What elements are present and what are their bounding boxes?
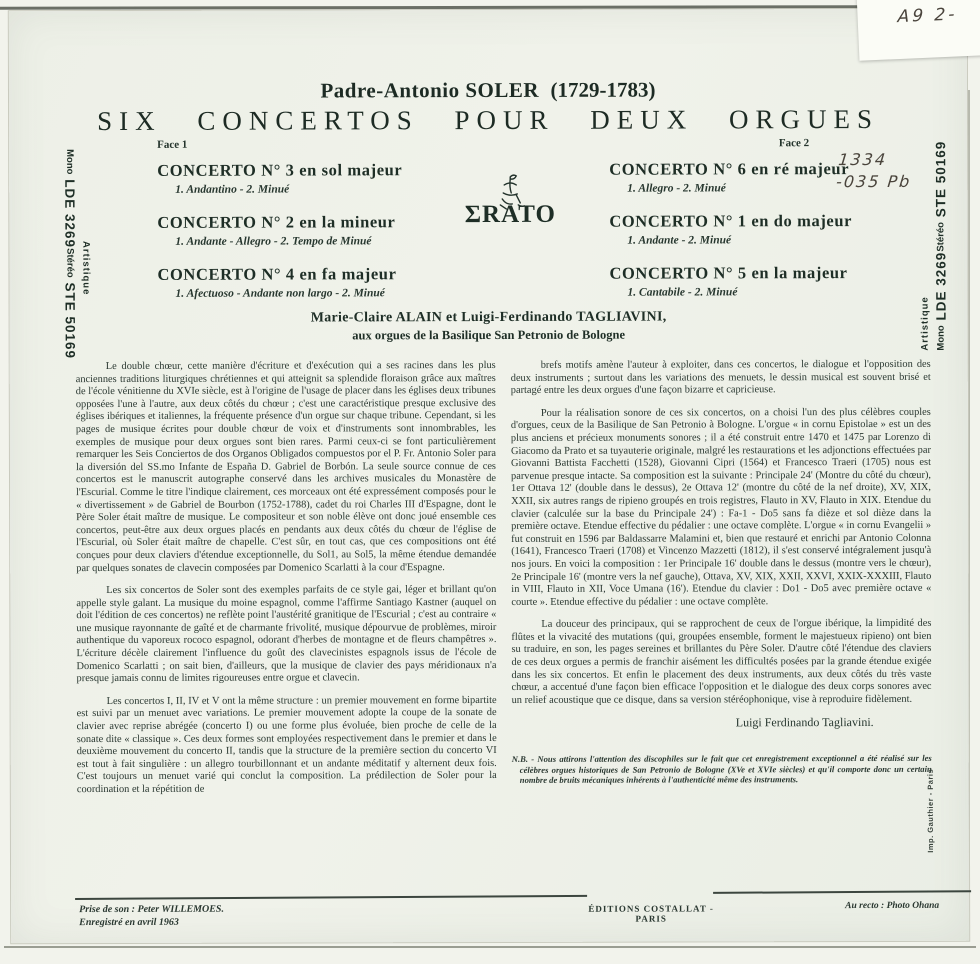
paragraph: Les six concertos de Soler sont des exemples parfaits de ce style gai, léger et brillant qu'on appelle style galant. La musique du moine espagnol, comme l'affirme Santiago Kastner (auquel on doit l'édition de ces concertos) ne reflète point l'austérité granitique de l'Escurial ; c'est au contraire « une musique rayonnante de gaîté et de charmante frivolité, musique dépourvue de problèmes, miroir authentique du vaporeux rococo espagnol, odorant d'herbes de montagne et de fleurs champêtres ». L'écriture décèle clairement l'influence du goût des clavecinistes espagnols issus de l'école de Domenico Scarlatti ; on sait bien, d'ailleurs, que la musique de clavier des pays méridionaux n'a presque jamais connu de limites rigoureuses entre orgue et clavecin.	[76, 584, 497, 685]
track-title: CONCERTO N° 1 en do majeur	[609, 211, 853, 231]
printer-credit: Imp. Gauthier - Paris	[925, 768, 935, 853]
performers-names: Marie-Claire ALAIN et Luigi-Ferdinando TAGLIAVINI,	[310, 309, 667, 326]
footer-rule-left	[75, 895, 587, 900]
recording-credits	[79, 903, 224, 929]
track-movements: 1. Cantabile - 2. Minué	[627, 286, 738, 299]
composer-title	[9, 77, 967, 105]
catalog-numbers	[61, 149, 79, 359]
track-item	[157, 264, 487, 300]
performers	[10, 309, 968, 345]
handwritten-catalog-line2: -035 Pb	[834, 171, 913, 192]
mono-catalog-line	[61, 149, 78, 248]
author-signature: Luigi Ferdinando Tagliavini.	[735, 715, 874, 730]
track-item	[609, 159, 859, 195]
series-label: Artistique	[80, 241, 92, 296]
paragraph: Les concertos I, II, IV et V ont la même structure : un premier mouvement en forme bipartite est suivi par un menuet avec variations. Le premier mouvement adopte la coupe de la sonate de clavier avec reprise abrégée (concerto I) ou une forme plus évoluée, bien proche de celle de la sonate dite « classique ». Ces deux formes sont employées respectivement dans le premier et dans le deuxième mouvement du concerto II, tandis que la structure de la première section du concerto VI est tout à fait singulière : un allegro tourbillonnant et un andante méditatif y alternent deux fois. C'est toujours un menuet varié qui conclut la composition. La prédilection de Soler pour la coordination et la répétition de	[76, 694, 497, 796]
paragraph: La douceur des principaux, qui se rapprochent de ceux de l'orgue ibérique, la limpidité des flûtes et la vivacité des mutations (qui, groupées ensemble, forment le majestueux ripieno) ont bien su traduire, en son, les pages sereines et brillantes du Père Soler. D'autre côté l'étendue des claviers de ces deux orgues a permis de franchir aisément les difficultés posées par la grande étendue exigée dans les six concertos. Et enfin le placement des deux instruments, aux deux côtés du très vaste chœur, a accentué d'une façon bien efficace l'opposition et le dialogue des deux corps sonores avec un relief acoustique que ce disque, dans sa version stéréophonique, vise à reproduire fidèlement.	[511, 618, 932, 706]
track-title: CONCERTO N° 3 en sol majeur	[157, 160, 403, 180]
series-label: Artistique	[919, 296, 931, 351]
face-1-label: Face 1	[157, 138, 188, 151]
paragraph: Pour la réalisation sonore de ces six concertos, on a choisi l'un des plus célèbres couples d'orgues, ceux de la Basilique de San Petronio à Bologne. L'orgue « in cornu Epistolae » est un des plus anciens et précieux monuments sonores ; il a été construit entre 1470 et 1475 par Lorenzo di Giacomo da Prato et sa tuyauterie originale, malgré les restaurations et les adjonctions effectuées par Giovanni Battista Facchetti (1528), Giovanni Cipri (1564) et Francesco Traeri (1705) nous est parvenue presque intacte. Sa composition est la suivante : Principale 24' (Montre du côté du chœur), 1er Ottava 12' (double dans le dessus), 2e Ottava 12' (montre du côté de la nef droite), XV, XIX, XXII, six autres rangs de ripieno groupés en trois registres, Flauto in XV, Flauto in XIX. Etendue du clavier (calculée sur la base du Principale 24') : Fa-1 - Do5 sans fa dièze et sol dièze dans la première octave. Etendue effective du pédalier : une octave complète. L'orgue « in cornu Evangelii » fut construit en 1596 par Baldassarre Malamini et, bien que restauré et enrichi par Antonio Colonna (1641), Francesco Traeri (1708) et Vincenzo Mazzetti (1812), il s'est conservé intégralement jusqu'à nos jours. En voici la composition : 1er Principale 16' double dans le dessus (montre vers le chœur), 2e Principale 16' (montre vers la nef gauche), Ottava, XV, XIX, XXII, XXVI, XXIX-XXXIII, Flauto in VIII, Flauto in XII, Voce Umana (16'). Etendue du clavier : Do1 - Do5 avec première octave « courte ». Etendue effective du pédalier : une octave complète.	[510, 406, 932, 608]
track-movements: 1. Afectuoso - Andante non largo - 2. Minué	[175, 287, 385, 300]
mono-number: LDE 3269	[933, 251, 949, 321]
track-item	[609, 211, 859, 247]
sleeve-paper	[9, 9, 969, 944]
album-title: SIX CONCERTOS POUR DEUX ORGUES	[97, 103, 880, 137]
catalog-numbers	[932, 141, 950, 351]
sound-engineer-credit: Prise de son : Peter WILLEMOES.	[79, 903, 224, 916]
mono-format: Mono	[935, 325, 947, 351]
stereo-format: Stéréo	[64, 247, 76, 278]
mono-number: LDE 3269	[62, 179, 78, 249]
composer-name: Padre-Antonio SOLER	[320, 77, 540, 103]
stereo-catalog-line	[61, 248, 78, 359]
publisher-credit: ÉDITIONS COSTALLAT - PARIS	[588, 903, 714, 924]
liner-notes-left-column	[76, 360, 497, 807]
erato-wordmark: ΣRATO	[464, 200, 556, 229]
nota-bene: N.B. - Nous attirons l'attention des discophiles sur le fait que cet enregistrement exceptionnel a été réalisé sur les célèbres orgues historiques de San Petronio de Bologne (XVe et XVIe siècles) et qu'il comporte donc un certain nombre de bruits mécaniques inhérents à l'authenticité même des instruments.	[511, 752, 932, 785]
stereo-catalog-line	[932, 141, 949, 252]
composer-dates: (1729-1783)	[550, 77, 656, 102]
track-title: CONCERTO N° 5 en la majeur	[609, 263, 848, 283]
track-movements: 1. Allegro - 2. Minué	[627, 182, 726, 195]
stereo-number: STE 50169	[933, 140, 949, 218]
track-item	[157, 160, 487, 196]
track-movements: 1. Andante - 2. Minué	[627, 234, 732, 247]
liner-notes	[76, 359, 933, 807]
face-2-label: Face 2	[778, 137, 810, 150]
erato-logo	[455, 173, 565, 229]
paragraph: Le double chœur, cette manière d'écriture et d'exécution qui a ses racines dans les plus anciennes traditions liturgiques chrétiennes et qui atteignit sa splendide floraison grâce aux maîtres de l'école vénitienne du XVIe siècle, est à l'origine de l'usage de placer dans les églises deux tribunes opposées l'une à l'autre, aux deux côtés du chœur ; c'est une caractéristique presque exclusive des églises ibériques et italiennes, la fréquente présence d'un orgue sur chaque tribune. Cependant, si les pages de musique écrites pour double chœur de voix et d'instruments sont innombrables, les exemples de musique pour deux orgues sont bien rares. Parmi ceux-ci se font particulièrement remarquer les Seis Conciertos de dos Organos Obligados compuestos por el P. Fr. Antonio Soler para la diversión del SS.mo Infante de España D. Gabriel de Borbón. La seule source connue de ces concertos est le manuscrit autographe conservé dans les archives musicales du Monastère de l'Escurial. Comme le titre l'indique clairement, ces morceaux ont été expressément composés pour le « divertissement » de Gabriel de Bourbon (1752-1788), cadet du roi Charles III d'Espagne, dont le Père Soler était maître de musique. Le compositeur et son noble élève ont donc joué ensemble ces concertos, peut-être aux deux orgues placés en pendants aux deux côtés du chœur de l'église de l'Escurial, où Soler était maître de chapelle. C'est sûr, en tout cas, que ces compositions ont été conçues pour deux claviers d'étendue exceptionnelle, du Sol1, au Sol5, la même étendue demandée par quelques sonates de clavecin composées par Domenico Scarlatti à la cour d'Espagne.	[75, 359, 497, 574]
track-title: CONCERTO N° 4 en fa majeur	[157, 264, 397, 284]
handwritten-slip-note: A9 2-	[897, 4, 959, 28]
face-2-tracklist	[609, 159, 859, 316]
track-item	[157, 212, 487, 248]
handwritten-catalog-line1: 1334	[837, 149, 888, 170]
stereo-format: Stéréo	[935, 222, 947, 252]
track-movements: 1. Andante - Allegro - 2. Tempo de Minué	[175, 235, 372, 248]
track-movements: 1. Andantino - 2. Minué	[175, 183, 290, 196]
photo-credit: Au recto : Photo Ohana	[845, 900, 940, 912]
catalog-label-left	[61, 149, 109, 359]
stereo-number: STE 50169	[62, 282, 78, 359]
track-item	[609, 263, 859, 299]
track-title: CONCERTO N° 2 en la mineur	[157, 212, 396, 232]
catalog-label-right	[902, 141, 950, 351]
track-title: CONCERTO N° 6 en ré majeur	[609, 159, 850, 179]
performers-location: aux orgues de la Basilique San Petronio de Bologne	[352, 327, 626, 343]
paper-slip	[857, 0, 980, 61]
mono-format: Mono	[64, 149, 76, 175]
footer-rule-right	[713, 890, 971, 894]
mono-catalog-line	[932, 252, 949, 351]
face-1-tracklist	[157, 160, 487, 317]
recording-date: Enregistré en avril 1963	[79, 916, 179, 929]
paragraph: brefs motifs amène l'auteur à exploiter, dans ces concertos, le dialogue et l'opposition des deux instruments ; surtout dans les variations des menuets, le dessin musical est souvent brisé et partagé entre les deux orgues d'une façon bizarre et capricieuse.	[510, 358, 931, 397]
liner-notes-right-column	[511, 359, 932, 806]
scan-edge-bottom	[4, 946, 976, 948]
